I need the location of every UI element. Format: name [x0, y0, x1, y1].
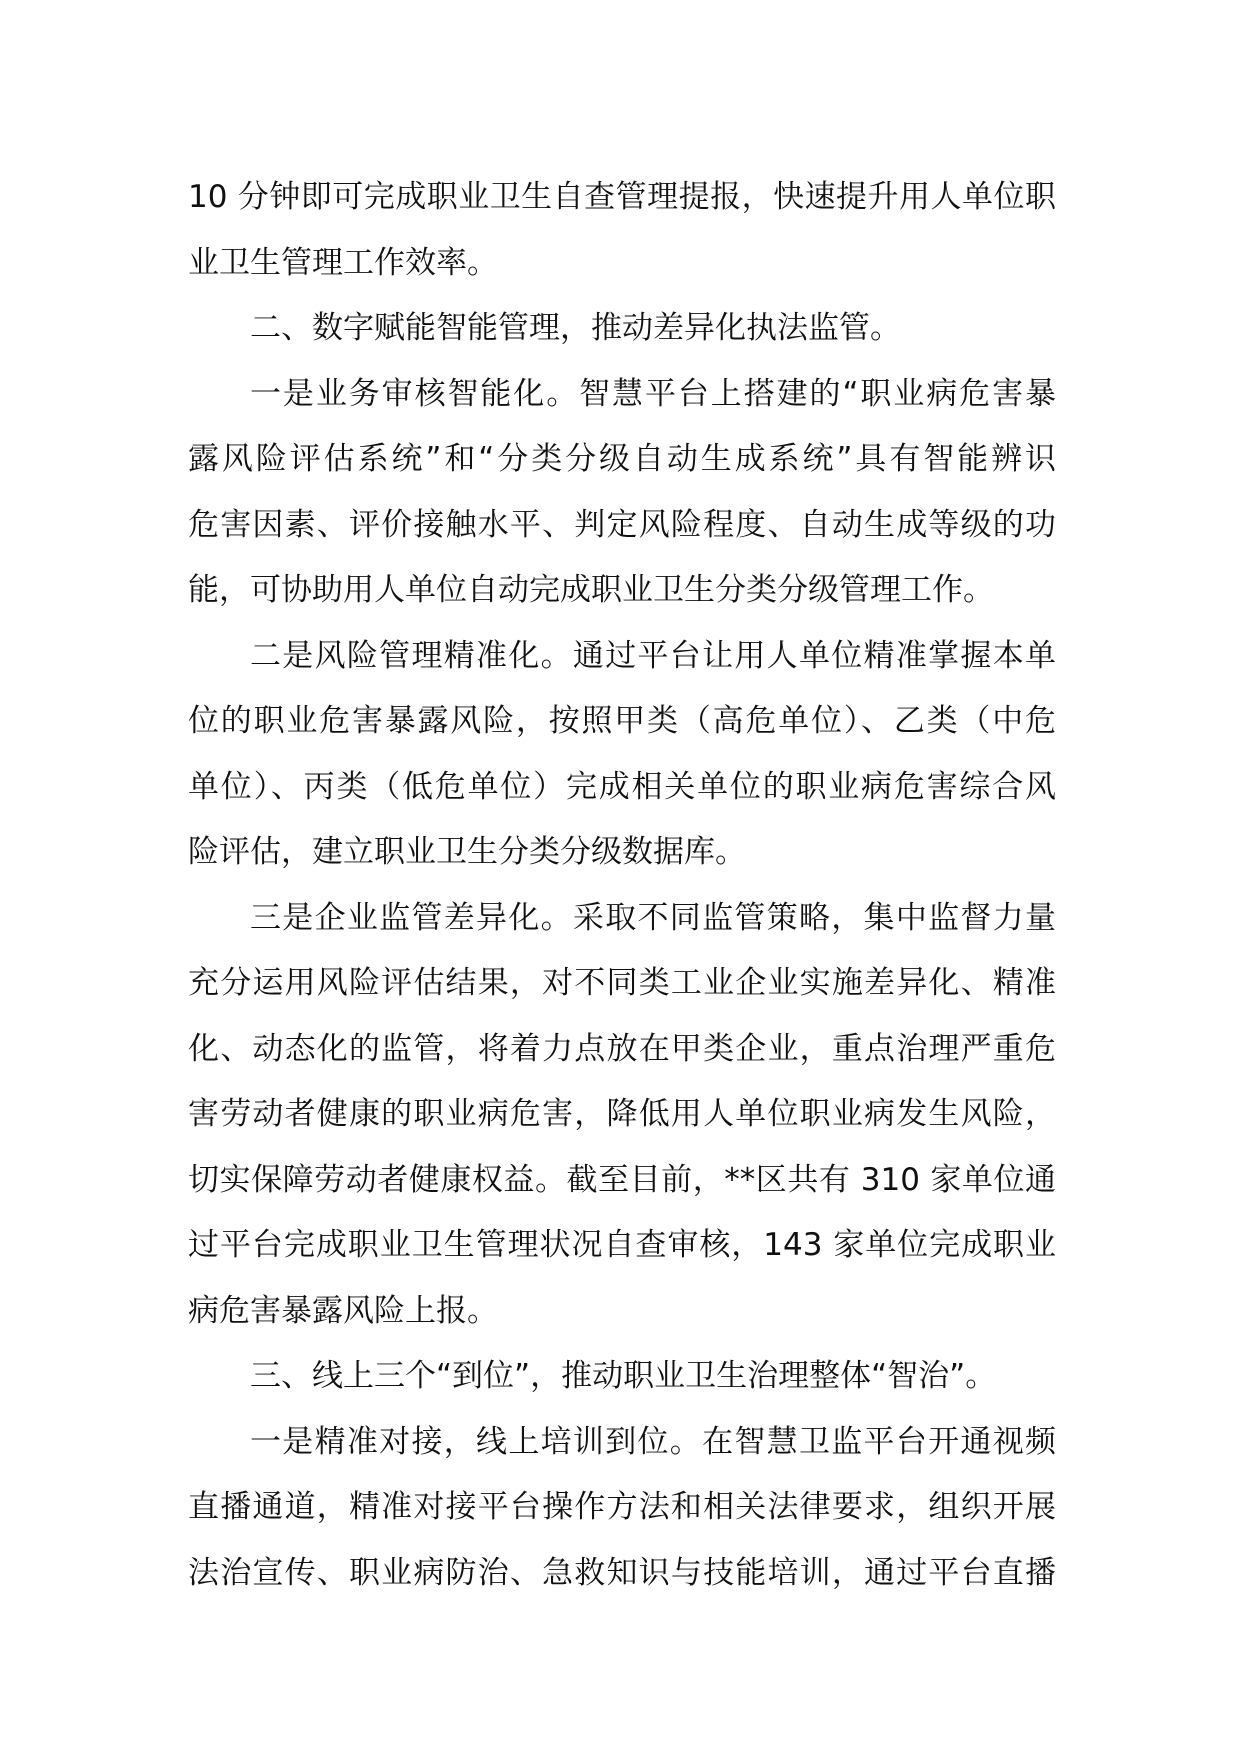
text-line: 二是风险管理精准化。通过平台让用人单位精准掌握本单 [250, 637, 1056, 674]
text-line: 能，可协助用人单位自动完成职业卫生分类分级管理工作。 [188, 572, 994, 608]
text-line: 病危害暴露风险上报。 [188, 1292, 498, 1329]
text-line: 法治宣传、职业病防治、急救知识与技能培训，通过平台直播 [188, 1554, 1056, 1591]
text-line: 位的职业危害暴露风险，按照甲类（高危单位）、乙类（中危 [188, 703, 1056, 739]
text-line: 10 分钟即可完成职业卫生自查管理提报，快速提升用人单位职 [188, 179, 1056, 215]
text-line: 一是业务审核智能化。智慧平台上搭建的“职业病危害暴 [250, 375, 1056, 412]
text-line: 三、线上三个“到位”，推动职业卫生治理整体“智治”。 [250, 1358, 997, 1394]
text-line: 二、数字赋能智能管理，推动差异化执法监管。 [250, 310, 901, 346]
text-line: 直播通道，精准对接平台操作方法和相关法律要求，组织开展 [188, 1489, 1056, 1525]
text-line: 险评估，建立职业卫生分类分级数据库。 [188, 834, 746, 870]
text-line: 害劳动者健康的职业病危害，降低用人单位职业病发生风险， [188, 1096, 1056, 1132]
text-line: 业卫生管理工作效率。 [188, 244, 498, 281]
text-line: 化、动态化的监管，将着力点放在甲类企业，重点治理严重危 [188, 1030, 1056, 1067]
text-line: 切实保障劳动者健康权益。截至目前，**区共有 310 家单位通 [188, 1161, 1056, 1198]
document-body [188, 165, 1056, 1606]
text-line: 充分运用风险评估结果，对不同类工业企业实施差异化、精准 [188, 965, 1056, 1001]
text-line: 露风险评估系统”和“分类分级自动生成系统”具有智能辨识 [188, 441, 1056, 477]
text-line: 三是企业监管差异化。采取不同监管策略，集中监督力量 [250, 899, 1056, 936]
text-line: 危害因素、评价接触水平、判定风险程度、自动生成等级的功 [188, 506, 1056, 543]
text-line: 单位）、丙类（低危单位）完成相关单位的职业病危害综合风 [188, 768, 1056, 805]
text-line: 一是精准对接，线上培训到位。在智慧卫监平台开通视频 [250, 1423, 1056, 1460]
text-line: 过平台完成职业卫生管理状况自查审核，143 家单位完成职业 [188, 1227, 1056, 1263]
